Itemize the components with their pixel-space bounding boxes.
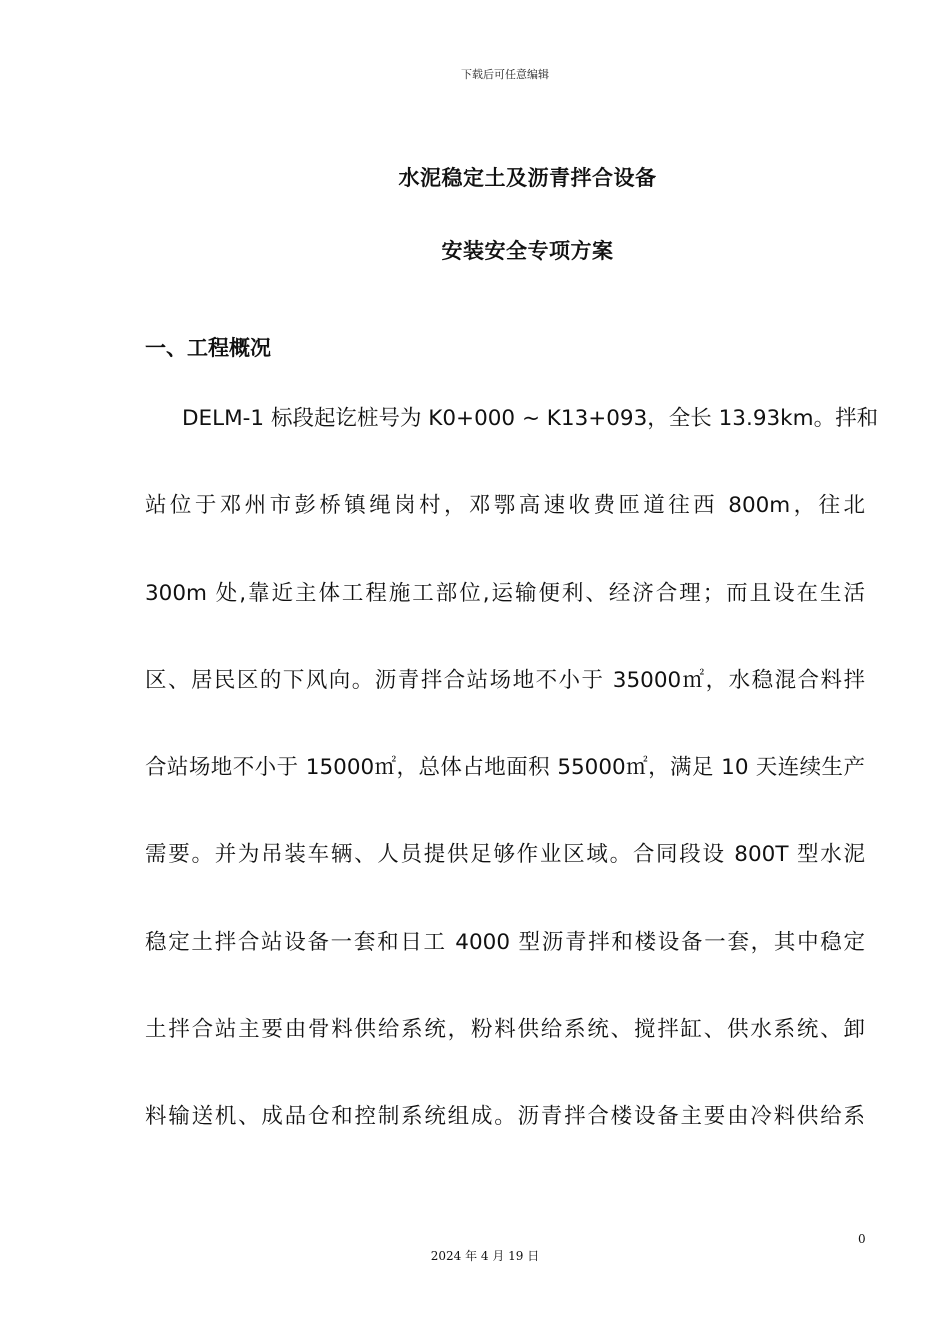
body-line: DELM-1 标段起讫桩号为 K0+000 ~ K13+093，全长 13.93km。拌和	[182, 406, 879, 431]
document-title-line-1: 水泥稳定土及沥青拌合设备	[398, 166, 657, 190]
body-line: 300m 处,靠近主体工程施工部位,运输便利、经济合理；而且设在生活	[145, 580, 865, 606]
body-line: 合站场地不小于 15000㎡，总体占地面积 55000㎡，满足 10 天连续生产	[145, 755, 865, 781]
body-line: 土拌合站主要由骨料供给系统，粉料供给系统、搅拌缸、供水系统、卸	[145, 1017, 865, 1043]
body-line: 稳定土拌合站设备一套和日工 4000 型沥青拌和楼设备一套，其中稳定	[145, 929, 865, 955]
body-line: 站位于邓州市彭桥镇绳岗村，邓鄂高速收费匝道往西 800m，往北	[145, 493, 865, 519]
document-title-line-2: 安装安全专项方案	[441, 239, 614, 263]
body-line: 需要。并为吊装车辆、人员提供足够作业区域。合同段设 800T 型水泥	[145, 842, 865, 868]
body-paragraph	[145, 399, 879, 1185]
header-note: 下载后可任意编辑	[461, 68, 549, 81]
body-line: 区、居民区的下风向。沥青拌合站场地不小于 35000㎡，水稳混合料拌	[145, 667, 865, 693]
section-heading: 一、工程概况	[145, 336, 271, 360]
footer-date: 2024 年 4 月 19 日	[430, 1249, 540, 1263]
body-line: 料输送机、成品仓和控制系统组成。沥青拌合楼设备主要由冷料供给系	[145, 1104, 865, 1130]
page-number: 0	[858, 1232, 866, 1246]
